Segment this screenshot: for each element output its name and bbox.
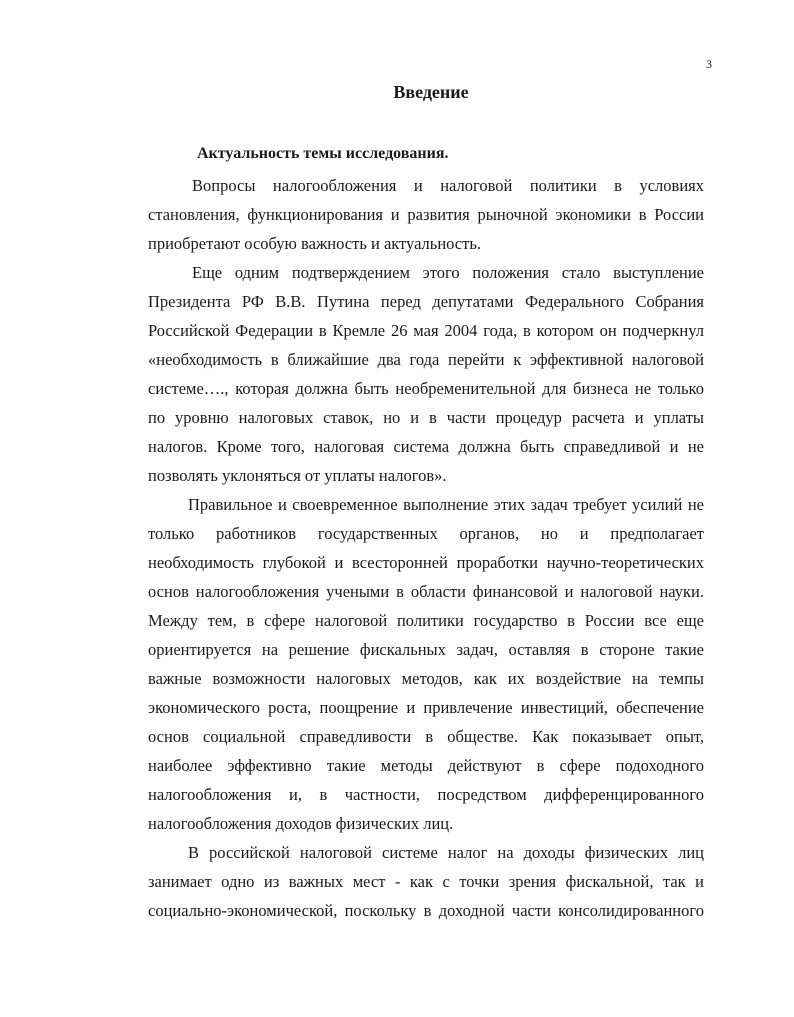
text-line: Президента РФ В.В. Путина перед депутатами Федерального Собрания	[148, 292, 704, 311]
text-line: налогообложения и, в частности, посредством дифференцированного	[148, 785, 704, 804]
text-line: «необходимость в ближайшие два года перейти к эффективной налоговой	[148, 350, 704, 369]
page-number: 3	[706, 57, 712, 71]
text-line: основ налогообложения учеными в области финансовой и налоговой науки.	[148, 582, 704, 601]
text-line: В российской налоговой системе налог на доходы физических лиц	[188, 843, 704, 862]
text-line: позволять уклоняться от уплаты налогов».	[148, 466, 447, 485]
text-line: по уровню налоговых ставок, но и в части процедур расчета и уплаты	[148, 408, 704, 427]
text-line: налогообложения доходов физических лиц.	[148, 814, 454, 833]
text-line: только работников государственных органов, но и предполагает	[148, 524, 704, 543]
text-line: приобретают особую важность и актуальность.	[148, 234, 481, 253]
section-heading: Актуальность темы исследования.	[197, 145, 449, 162]
text-line: Вопросы налогообложения и налоговой политики в условиях	[192, 176, 704, 195]
text-line: наиболее эффективно такие методы действуют в сфере подоходного	[148, 756, 704, 775]
text-line: становления, функционирования и развития рыночной экономики в России	[148, 205, 704, 224]
page-title: Введение	[393, 82, 469, 102]
text-line: Между тем, в сфере налоговой политики государство в России все еще	[148, 611, 704, 630]
text-line: Российской Федерации в Кремле 26 мая 2004 года, в котором он подчеркнул	[148, 321, 704, 340]
text-line: Правильное и своевременное выполнение этих задач требует усилий не	[188, 495, 704, 514]
text-line: необходимость глубокой и всесторонней проработки научно-теоретических	[148, 553, 704, 572]
text-line: Еще одним подтверждением этого положения стало выступление	[192, 263, 704, 282]
text-line: системе…., которая должна быть необременительной для бизнеса не только	[148, 379, 704, 398]
text-line: социально-экономической, поскольку в доходной части консолидированного	[148, 901, 704, 920]
text-line: основ социальной справедливости в обществе. Как показывает опыт,	[148, 727, 704, 746]
text-line: занимает одно из важных мест - как с точки зрения фискальной, так и	[148, 872, 704, 891]
text-line: налогов. Кроме того, налоговая система должна быть справедливой и не	[148, 437, 704, 456]
text-line: экономического роста, поощрение и привлечение инвестиций, обеспечение	[148, 698, 704, 717]
text-line: ориентируется на решение фискальных задач, оставляя в стороне такие	[148, 640, 704, 659]
text-line: важные возможности налоговых методов, как их воздействие на темпы	[148, 669, 704, 688]
